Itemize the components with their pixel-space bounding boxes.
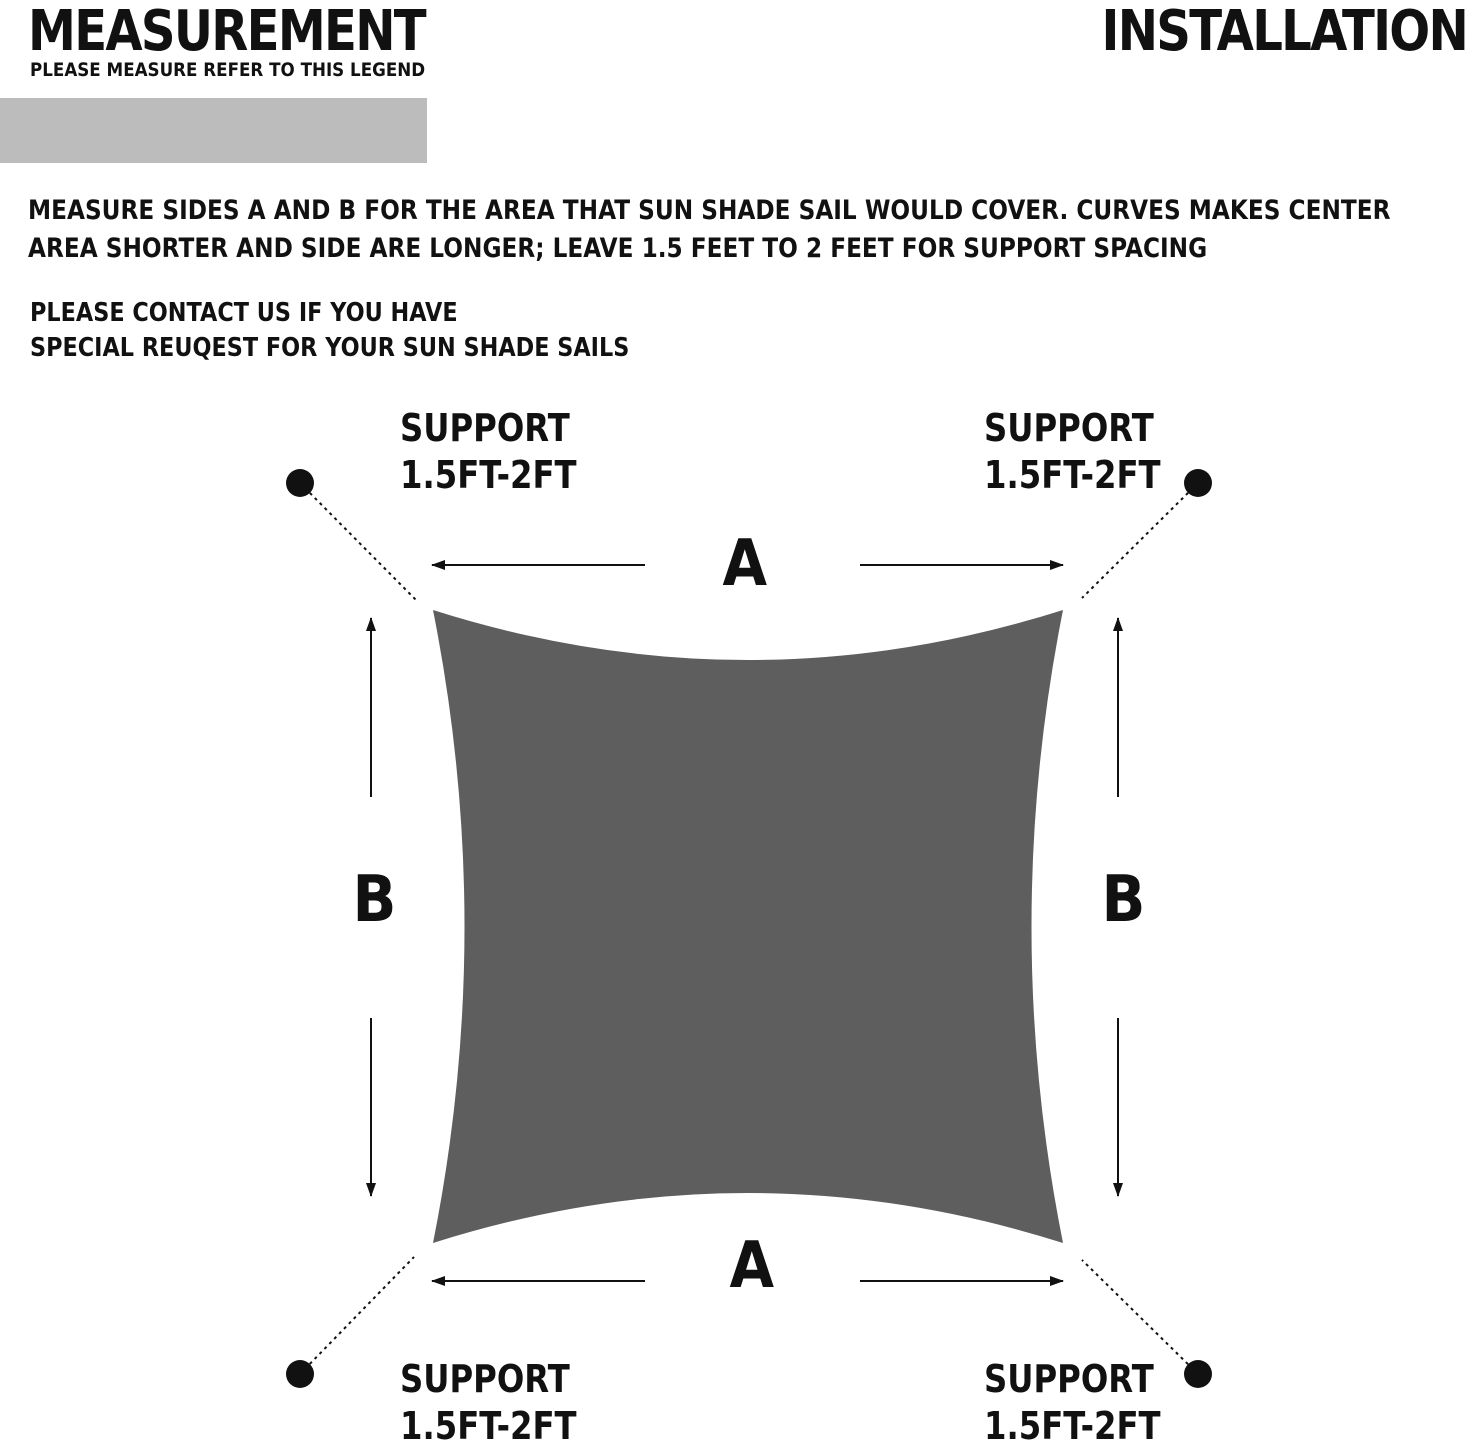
support-post-bottom-right: [1184, 1360, 1212, 1388]
support-label-text: SUPPORT: [400, 1357, 570, 1401]
support-post-top-right: [1184, 469, 1212, 497]
support-label-bottom-right: [984, 1356, 1161, 1450]
support-label-text: SUPPORT: [984, 406, 1154, 450]
tether-top-right: [1082, 483, 1198, 598]
measure-instructions-line-1: MEASURE SIDES A AND B FOR THE AREA THAT SUN SHADE SAIL WOULD COVER. CURVES MAKES CENTER: [28, 195, 1391, 226]
measure-instructions-line-2: AREA SHORTER AND SIDE ARE LONGER; LEAVE 1.5 FEET TO 2 FEET FOR SUPPORT SPACING: [28, 233, 1208, 264]
support-post-top-left: [286, 469, 314, 497]
support-distance-text: 1.5FT-2FT: [400, 453, 577, 497]
side-b-label-right: B: [1101, 863, 1146, 937]
support-label-text: SUPPORT: [984, 1357, 1154, 1401]
contact-note-line-1: PLEASE CONTACT US IF YOU HAVE: [30, 298, 458, 328]
side-b-label-left: B: [352, 863, 397, 937]
support-distance-text: 1.5FT-2FT: [984, 1404, 1161, 1448]
side-a-label-bottom: A: [729, 1229, 775, 1303]
shade-sail-shape: [433, 610, 1063, 1243]
installation-title: INSTALLATION: [1101, 0, 1467, 64]
side-a-label-top: A: [722, 527, 768, 601]
measurement-title: MEASUREMENT: [28, 0, 425, 64]
support-label-top-right: [984, 405, 1161, 499]
support-post-bottom-left: [286, 1360, 314, 1388]
support-distance-text: 1.5FT-2FT: [984, 453, 1161, 497]
tether-bottom-left: [300, 1257, 414, 1374]
support-label-text: SUPPORT: [400, 406, 570, 450]
contact-note-line-2: SPECIAL REUQEST FOR YOUR SUN SHADE SAILS: [30, 333, 630, 363]
tether-top-left: [300, 483, 416, 600]
support-label-bottom-left: [400, 1356, 577, 1450]
support-distance-text: 1.5FT-2FT: [400, 1404, 577, 1448]
measurement-subtitle: PLEASE MEASURE REFER TO THIS LEGEND: [30, 59, 426, 81]
support-label-top-left: [400, 405, 577, 499]
